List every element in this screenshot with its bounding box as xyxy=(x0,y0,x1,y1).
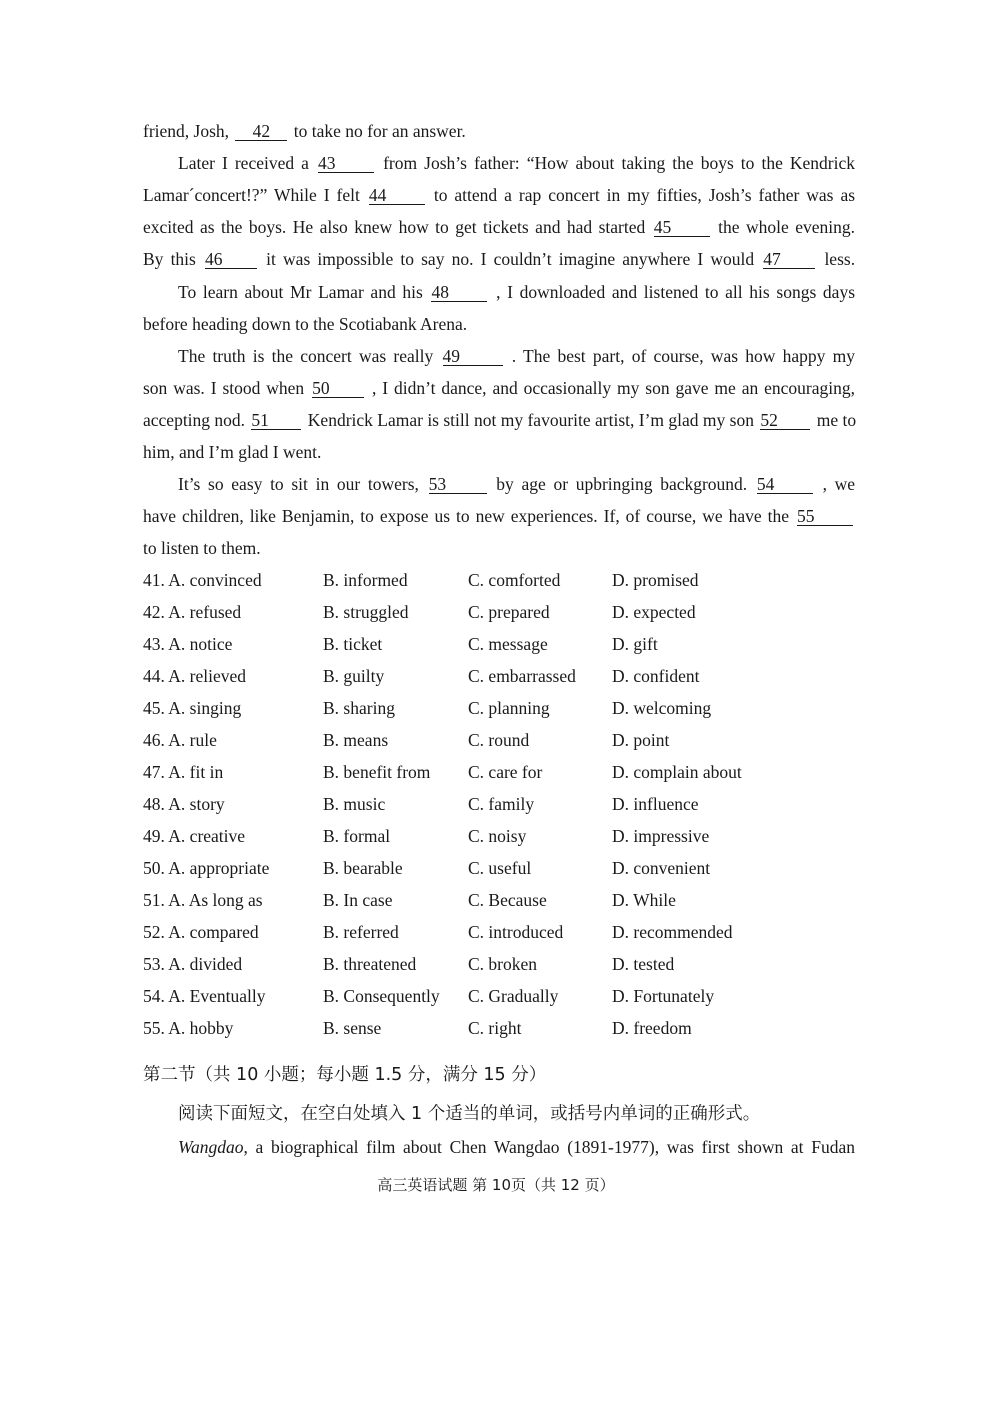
option-d: D. freedom xyxy=(612,1018,692,1038)
option-a: 41. A. convinced xyxy=(143,570,262,590)
option-row-45 xyxy=(0,697,992,721)
option-b: B. bearable xyxy=(323,858,403,878)
option-c: C. comforted xyxy=(468,570,561,590)
option-c: C. prepared xyxy=(468,602,550,622)
passage-text: . The best part, of course, was how happy my xyxy=(511,346,855,366)
option-a: 49. A. creative xyxy=(143,826,246,846)
passage-text: it was impossible to say no. I couldn’t imagine anywhere I would xyxy=(266,249,755,269)
passage-text: Later I received a xyxy=(178,153,309,173)
passage-text: son was. I stood when xyxy=(143,378,305,398)
option-c: C. family xyxy=(468,794,535,814)
option-b: B. sense xyxy=(323,1018,382,1038)
passage-text: , I downloaded and listened to all his songs days xyxy=(496,282,856,302)
passage-text: have children, like Benjamin, to expose us to new experiences. If, of course, we have the xyxy=(143,506,790,526)
option-b: B. threatened xyxy=(323,954,417,974)
passage-text: By this xyxy=(143,249,196,269)
option-b: B. sharing xyxy=(323,698,395,718)
passage-text: , a biographical film about Chen Wangdao (1891-1977), was first shown at Fudan xyxy=(243,1137,855,1157)
option-a: 48. A. story xyxy=(143,794,225,814)
option-a: 55. A. hobby xyxy=(143,1018,234,1038)
passage-text: , we xyxy=(822,474,856,494)
blank-42: 42 xyxy=(235,122,287,141)
blank-51: 51 xyxy=(251,411,301,430)
option-c: C. useful xyxy=(468,858,532,878)
option-a: 52. A. compared xyxy=(143,922,259,942)
option-row-49 xyxy=(0,825,992,849)
blank-54: 54 xyxy=(757,475,813,494)
passage-text: , I didn’t dance, and occasionally my son gave me an encouraging, xyxy=(371,378,855,398)
option-d: D. promised xyxy=(612,570,699,590)
option-row-46 xyxy=(0,729,992,753)
option-row-48 xyxy=(0,793,992,817)
passage-text: friend, Josh, xyxy=(143,121,230,141)
option-d: D. convenient xyxy=(612,858,711,878)
option-a: 44. A. relieved xyxy=(143,666,247,686)
passage-text: Kendrick Lamar is still not my favourite artist, I’m glad my son xyxy=(307,410,754,430)
option-c: C. round xyxy=(468,730,530,750)
option-d: D. Fortunately xyxy=(612,986,715,1006)
option-b: B. Consequently xyxy=(323,986,440,1006)
passage-line-12 xyxy=(178,473,855,495)
passage-line-6 xyxy=(178,281,855,303)
option-b: B. informed xyxy=(323,570,408,590)
passage-text: to attend a rap concert in my fifties, Josh’s father was as xyxy=(433,185,856,205)
passage-line-8 xyxy=(178,345,855,367)
option-d: D. gift xyxy=(612,634,658,654)
option-d: D. influence xyxy=(612,794,699,814)
blank-55: 55 xyxy=(797,507,853,526)
option-row-43 xyxy=(0,633,992,657)
passage-text: to listen to them. xyxy=(143,538,261,558)
option-a: 45. A. singing xyxy=(143,698,242,718)
passage-line-1 xyxy=(143,120,855,142)
passage-text: me to xyxy=(816,410,857,430)
option-b: B. struggled xyxy=(323,602,409,622)
passage-text: To learn about Mr Lamar and his xyxy=(178,282,423,302)
passage-line-13 xyxy=(143,505,855,527)
blank-53: 53 xyxy=(429,475,487,494)
option-row-41 xyxy=(0,569,992,593)
option-c: C. care for xyxy=(468,762,543,782)
option-row-44 xyxy=(0,665,992,689)
option-a: 46. A. rule xyxy=(143,730,217,750)
blank-49: 49 xyxy=(443,347,503,366)
option-c: C. noisy xyxy=(468,826,527,846)
option-c: C. Gradually xyxy=(468,986,559,1006)
blank-48: 48 xyxy=(431,283,487,302)
option-d: D. recommended xyxy=(612,922,733,942)
passage-line-7 xyxy=(143,313,855,335)
option-c: C. message xyxy=(468,634,548,654)
option-a: 47. A. fit in xyxy=(143,762,224,782)
option-d: D. tested xyxy=(612,954,675,974)
option-c: C. broken xyxy=(468,954,538,974)
option-b: B. music xyxy=(323,794,386,814)
option-a: 42. A. refused xyxy=(143,602,242,622)
option-a: 50. A. appropriate xyxy=(143,858,270,878)
option-a: 51. A. As long as xyxy=(143,890,263,910)
option-d: D. expected xyxy=(612,602,696,622)
passage-text: accepting nod. xyxy=(143,410,246,430)
option-row-52 xyxy=(0,921,992,945)
passage-text: It’s so easy to sit in our towers, xyxy=(178,474,419,494)
option-row-53 xyxy=(0,953,992,977)
blank-45: 45 xyxy=(654,218,710,237)
option-c: C. Because xyxy=(468,890,547,910)
option-b: B. benefit from xyxy=(323,762,431,782)
option-row-47 xyxy=(0,761,992,785)
passage-text: by age or upbringing background. xyxy=(496,474,748,494)
option-row-54 xyxy=(0,985,992,1009)
blank-47: 47 xyxy=(763,250,815,269)
passage-line-3 xyxy=(143,184,855,206)
blank-52: 52 xyxy=(760,411,810,430)
option-b: B. ticket xyxy=(323,634,383,654)
option-d: D. While xyxy=(612,890,676,910)
section-2-instruction: 阅读下面短文，在空白处填入 1 个适当的单词，或括号内单词的正确形式。 xyxy=(178,1104,761,1124)
section-2-heading: 第二节（共 10 小题；每小题 1.5 分，满分 15 分） xyxy=(143,1065,547,1085)
option-row-50 xyxy=(0,857,992,881)
passage-line-9 xyxy=(143,377,855,399)
option-a: 53. A. divided xyxy=(143,954,243,974)
option-b: B. formal xyxy=(323,826,391,846)
option-d: D. impressive xyxy=(612,826,710,846)
option-b: B. guilty xyxy=(323,666,385,686)
film-title: Wangdao xyxy=(178,1137,244,1157)
option-row-51 xyxy=(0,889,992,913)
passage-text: him, and I’m glad I went. xyxy=(143,442,322,462)
passage-line-2 xyxy=(178,152,855,174)
option-a: 43. A. notice xyxy=(143,634,233,654)
section-2-first-line xyxy=(178,1136,855,1158)
option-c: C. right xyxy=(468,1018,522,1038)
option-b: B. In case xyxy=(323,890,393,910)
passage-line-14 xyxy=(143,537,855,559)
passage-text: to take no for an answer. xyxy=(293,121,466,141)
option-a: 54. A. Eventually xyxy=(143,986,266,1006)
option-c: C. introduced xyxy=(468,922,564,942)
option-b: B. referred xyxy=(323,922,399,942)
option-d: D. confident xyxy=(612,666,700,686)
passage-text: The truth is the concert was really xyxy=(178,346,434,366)
option-row-55 xyxy=(0,1017,992,1041)
page-footer: 高三英语试题 第 10页（共 12 页） xyxy=(377,1176,615,1194)
passage-line-4 xyxy=(143,216,855,238)
blank-50: 50 xyxy=(312,379,364,398)
option-d: D. point xyxy=(612,730,670,750)
option-d: D. welcoming xyxy=(612,698,712,718)
passage-text: Lamar´concert!?” While I felt xyxy=(143,185,360,205)
passage-line-11 xyxy=(143,441,855,463)
passage-text: less. xyxy=(824,249,856,269)
blank-43: 43 xyxy=(318,154,374,173)
option-b: B. means xyxy=(323,730,389,750)
option-d: D. complain about xyxy=(612,762,742,782)
blank-46: 46 xyxy=(205,250,257,269)
passage-text: from Josh’s father: “How about taking the boys to the Kendrick xyxy=(383,153,856,173)
passage-text: before heading down to the Scotiabank Arena. xyxy=(143,314,468,334)
blank-44: 44 xyxy=(369,186,425,205)
option-row-42 xyxy=(0,601,992,625)
passage-line-10 xyxy=(143,409,855,431)
option-c: C. planning xyxy=(468,698,550,718)
passage-text: the whole evening. xyxy=(718,217,855,237)
option-c: C. embarrassed xyxy=(468,666,576,686)
passage-line-5 xyxy=(143,248,855,270)
passage-text: excited as the boys. He also knew how to get tickets and had started xyxy=(143,217,646,237)
